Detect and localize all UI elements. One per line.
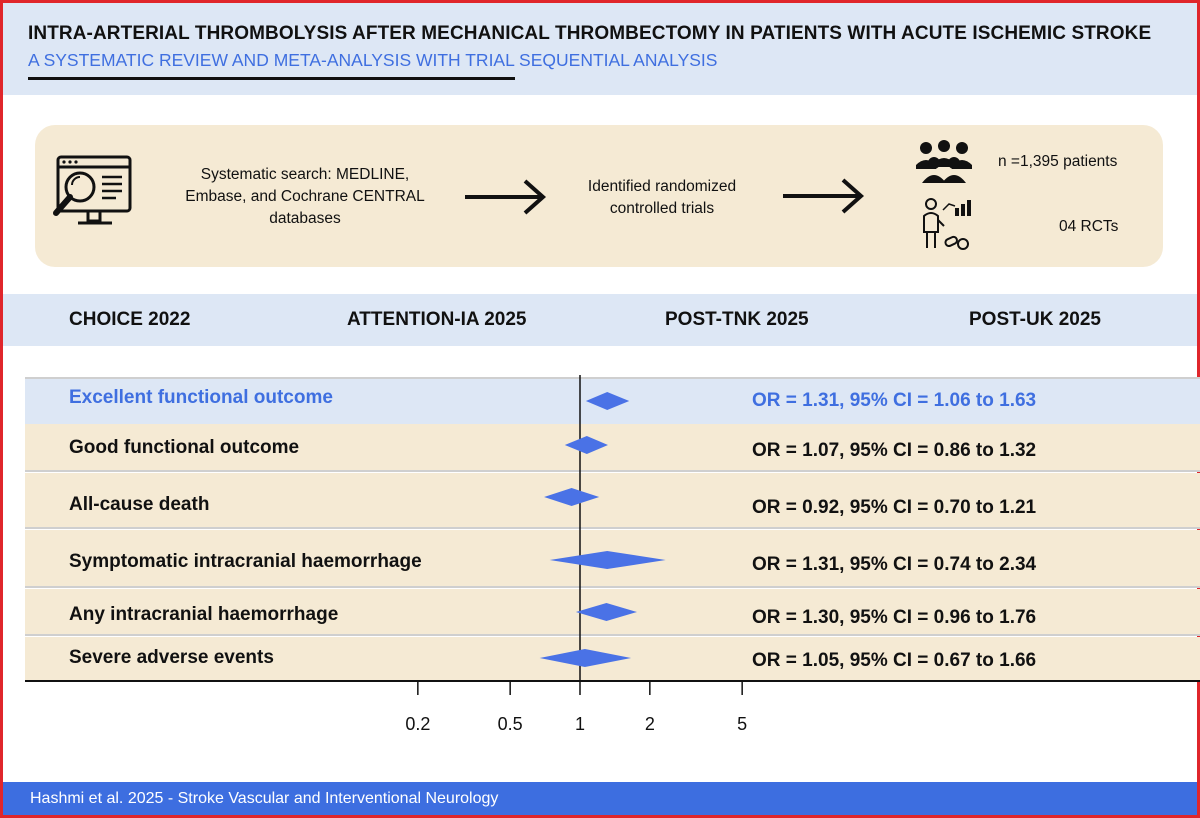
x-tick-label: 0.2: [405, 714, 431, 734]
odds-ratio-text: OR = 1.31, 95% CI = 1.06 to 1.63: [752, 390, 1037, 411]
odds-ratio-text: OR = 1.30, 95% CI = 0.96 to 1.76: [752, 607, 1037, 628]
rct-count: 04 RCTs: [1059, 218, 1119, 235]
x-tick-label: 1: [574, 714, 586, 734]
outcome-label: Any intracranial haemorrhage: [69, 604, 339, 625]
citation: Hashmi et al. 2025 - Stroke Vascular and Interventional Neurology: [30, 790, 499, 807]
trial-label: ATTENTION-IA 2025: [347, 309, 527, 330]
x-tick-label: 0.5: [497, 714, 523, 734]
footer: [3, 782, 1197, 815]
outcome-label: Excellent functional outcome: [69, 387, 333, 408]
outcome-label: Symptomatic intracranial haemorrhage: [69, 551, 422, 572]
trial-label: POST-UK 2025: [969, 309, 1101, 330]
outcome-label: Severe adverse events: [69, 647, 274, 668]
trial-label: CHOICE 2022: [69, 309, 191, 330]
outcome-label: All-cause death: [69, 494, 210, 515]
patients-count: n =1,395 patients: [998, 153, 1118, 170]
x-tick-label: 5: [737, 714, 748, 734]
identified-trials-text: Identified randomized controlled trials: [587, 178, 737, 217]
odds-ratio-text: OR = 0.92, 95% CI = 0.70 to 1.21: [752, 497, 1037, 518]
page-subtitle: A SYSTEMATIC REVIEW AND META-ANALYSIS WITH TRIAL SEQUENTIAL ANALYSIS: [28, 50, 718, 70]
outcome-label: Good functional outcome: [69, 437, 300, 458]
odds-ratio-text: OR = 1.07, 95% CI = 0.86 to 1.32: [752, 440, 1037, 461]
page-title: INTRA-ARTERIAL THROMBOLYSIS AFTER MECHANICAL THROMBECTOMY IN PATIENTS WITH ACUTE ISCHEMIC STROKE: [28, 23, 1152, 44]
odds-ratio-text: OR = 1.05, 95% CI = 0.67 to 1.66: [752, 650, 1037, 671]
search-description: Systematic search: MEDLINE, Embase, and Cochrane CENTRAL databases: [185, 166, 425, 227]
trial-label: POST-TNK 2025: [665, 309, 809, 330]
x-tick-label: 2: [644, 714, 655, 734]
odds-ratio-text: OR = 1.31, 95% CI = 0.74 to 2.34: [752, 554, 1037, 575]
